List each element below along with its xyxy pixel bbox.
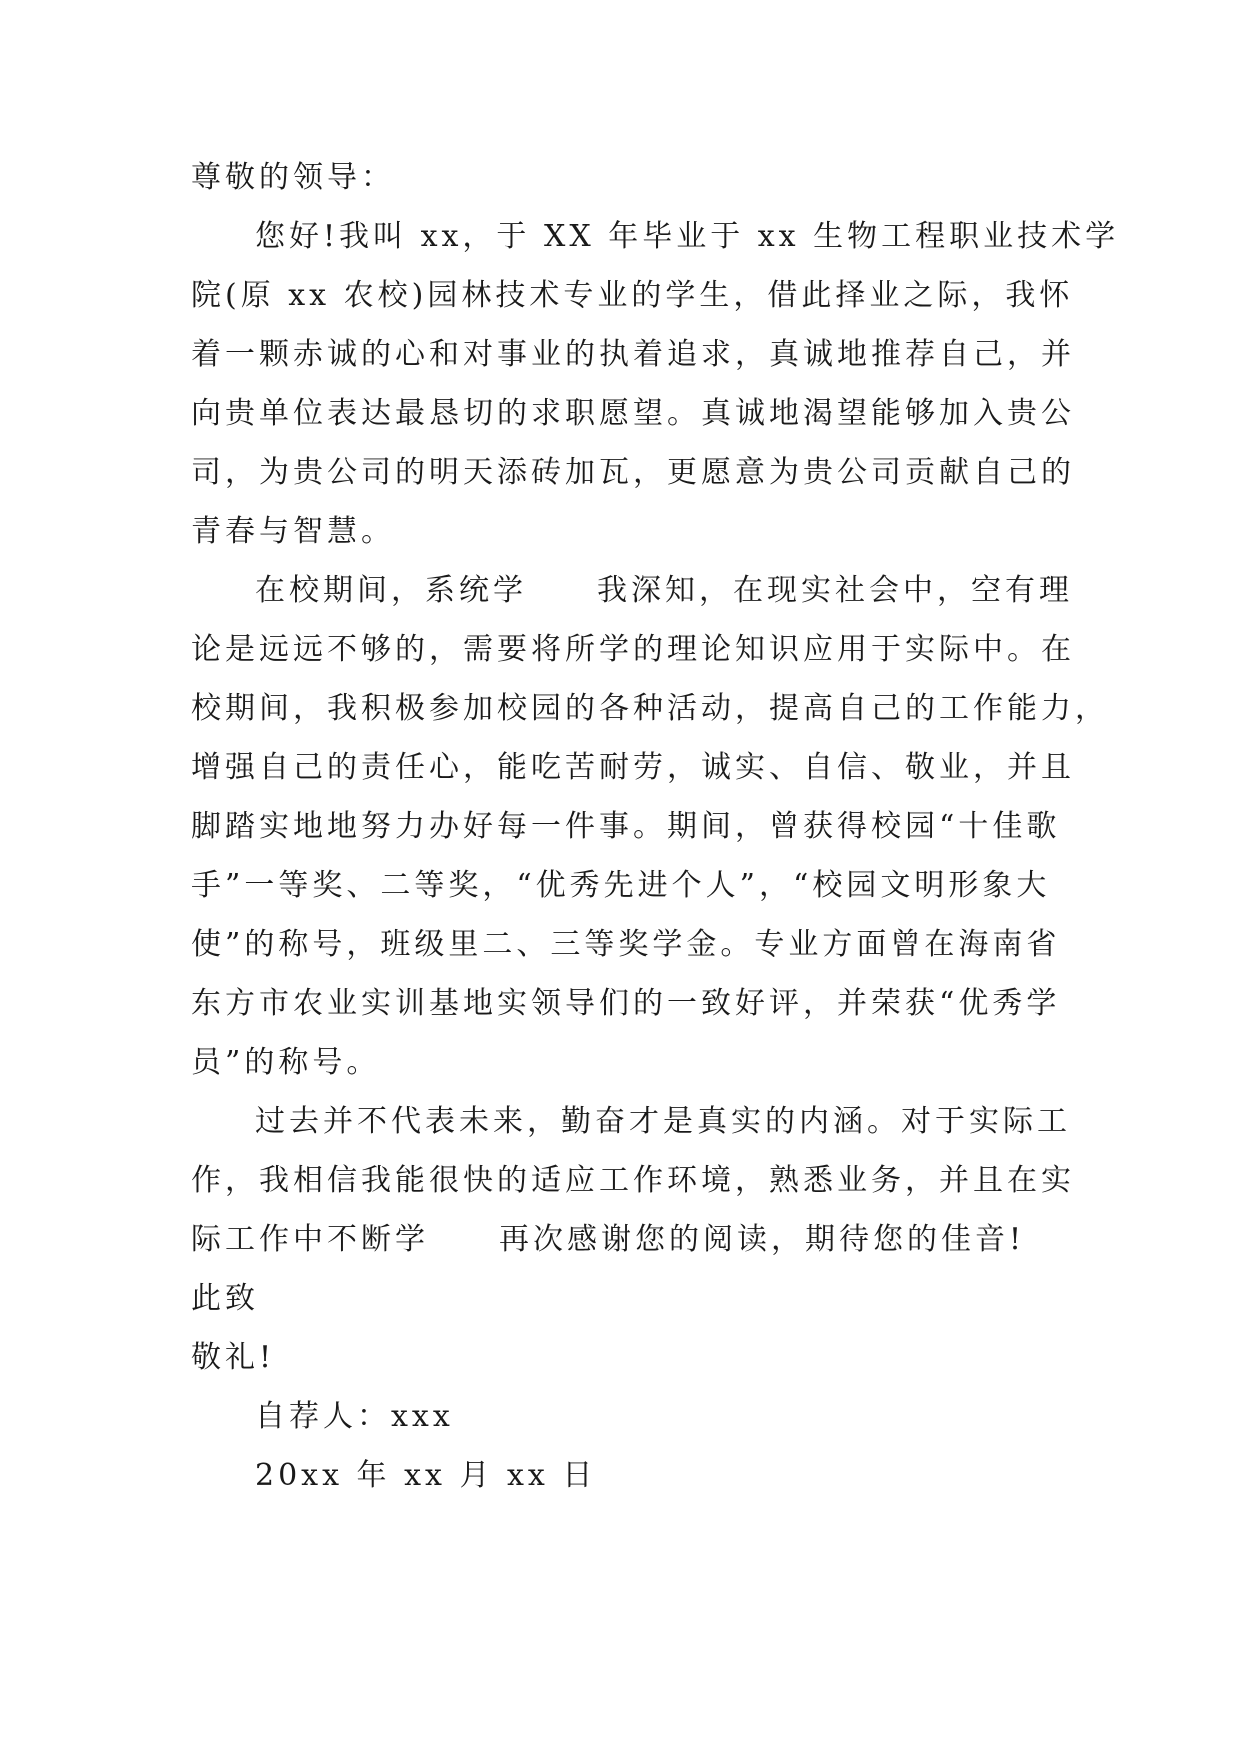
- signature: 自荐人：xxx: [255, 1399, 454, 1434]
- salutation: 尊敬的领导：: [191, 160, 395, 195]
- date: 20xx 年 xx 月 xx 日: [255, 1458, 597, 1493]
- paragraph-2-line-1: [191, 561, 1073, 620]
- paragraph-2-line-3: 校期间，我积极参加校园的各种活动，提高自己的工作能力，: [191, 691, 1109, 726]
- paragraph-2-line-5: 脚踏实地地努力办好每一件事。期间，曾获得校园“十佳歌: [191, 809, 1061, 844]
- paragraph-2-line-7: 使”的称号，班级里二、三等奖学金。专业方面曾在海南省: [191, 927, 1061, 962]
- paragraph-2-line-4: 增强自己的责任心，能吃苦耐劳，诚实、自信、敬业，并且: [191, 750, 1075, 785]
- closing-line-2: 敬礼!: [191, 1340, 276, 1375]
- paragraph-3-fragment-b: 再次感谢您的阅读，期待您的佳音!: [499, 1222, 1026, 1257]
- paragraph-3-line-3: [191, 1210, 1059, 1269]
- paragraph-2-line-6: 手”一等奖、二等奖，“优秀先进个人”，“校园文明形象大: [191, 868, 1051, 903]
- paragraph-1-line-4: 向贵单位表达最恳切的求职愿望。真诚地渴望能够加入贵公: [191, 396, 1075, 431]
- paragraph-1-line-5: 司，为贵公司的明天添砖加瓦，更愿意为贵公司贡献自己的: [191, 455, 1075, 490]
- paragraph-2-fragment-b: 我深知，在现实社会中，空有理: [597, 573, 1073, 608]
- paragraph-1-line-6: 青春与智慧。: [191, 514, 395, 549]
- paragraph-3-line-1: 过去并不代表未来，勤奋才是真实的内涵。对于实际工: [255, 1104, 1071, 1139]
- closing-line-1: 此致: [191, 1281, 259, 1316]
- letter-body: [191, 148, 1120, 1505]
- paragraph-2-line-9: 员”的称号。: [191, 1045, 381, 1080]
- paragraph-2-line-8: 东方市农业实训基地实领导们的一致好评，并荣获“优秀学: [191, 986, 1061, 1021]
- paragraph-2-line-2: 论是远远不够的，需要将所学的理论知识应用于实际中。在: [191, 632, 1075, 667]
- paragraph-3-fragment-a: 际工作中不断学: [191, 1222, 429, 1257]
- paragraph-3-line-2: 作，我相信我能很快的适应工作环境，熟悉业务，并且在实: [191, 1163, 1075, 1198]
- paragraph-1-line-1: 您好!我叫 xx，于 XX 年毕业于 xx 生物工程职业技术学: [255, 219, 1120, 254]
- paragraph-1-line-3: 着一颗赤诚的心和对事业的执着追求，真诚地推荐自己，并: [191, 337, 1075, 372]
- paragraph-1-line-2: 院(原 xx 农校)园林技术专业的学生，借此择业之际，我怀: [191, 278, 1074, 313]
- paragraph-2-fragment-a: 在校期间，系统学: [255, 573, 527, 608]
